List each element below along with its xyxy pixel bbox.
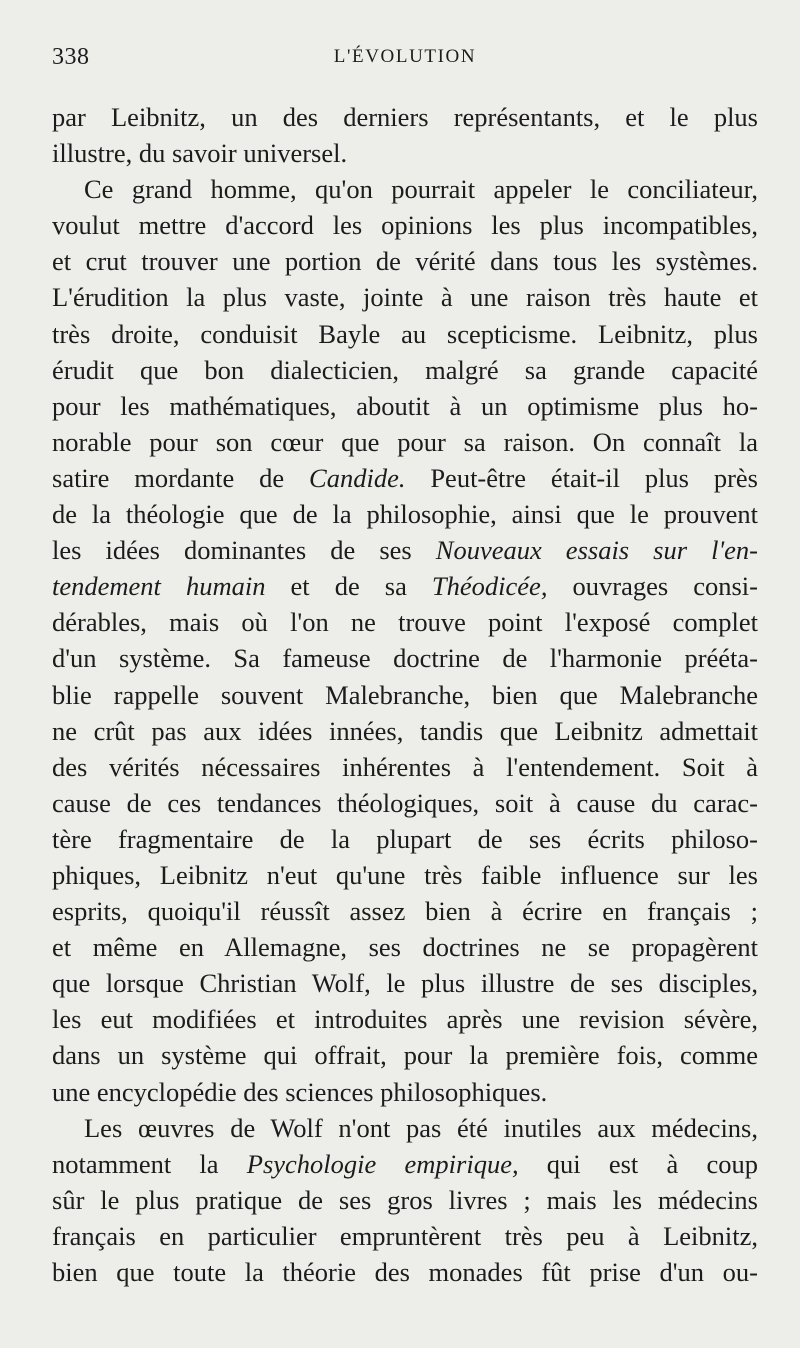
text-span: Ce grand homme, qu'on pourrait appeler le conciliateur, [84, 174, 758, 205]
italic-span: Théodicée, [431, 571, 548, 602]
text-line [52, 1218, 758, 1254]
text-span: très droite, conduisit Bayle au scepticisme. Leibnitz, plus [52, 318, 758, 349]
text-span: par Leibnitz, un des derniers représentants, et le plus [52, 102, 758, 132]
text-span: ne crût pas aux idées innées, tandis que Leibnitz admettait [52, 715, 758, 746]
text-span: esprits, quoiqu'il réussît assez bien à écrire en français ; [52, 896, 758, 927]
text-span: bien que toute la théorie des monades fût prise d'un ou- [52, 1257, 758, 1287]
text-span: français en particulier empruntèrent très peu à Leibnitz, [52, 1220, 758, 1251]
text-span: blie rappelle souvent Malebranche, bien que Malebranche [52, 679, 758, 710]
text-span: les idées dominantes de ses [52, 535, 436, 566]
text-span: érudit que bon dialecticien, malgré sa grande capacité [52, 354, 758, 385]
text-span: tère fragmentaire de la plupart de ses écrits philoso- [52, 823, 758, 854]
body-text [52, 99, 758, 1290]
text-span: qui est à coup [518, 1148, 758, 1179]
text-line [52, 99, 758, 135]
text-span: pour les mathématiques, aboutit à un optimisme plus ho- [52, 390, 758, 421]
text-span: dans un système qui offrait, pour la première fois, comme [52, 1040, 758, 1071]
page-number: 338 [52, 44, 90, 70]
text-line [52, 640, 758, 676]
text-span: norable pour son cœur que pour sa raison. On connaît la [52, 426, 758, 457]
text-line [52, 135, 758, 171]
text-line [52, 1254, 758, 1290]
text-line [52, 532, 758, 568]
text-span: d'un système. Sa fameuse doctrine de l'harmonie prééta- [52, 643, 758, 674]
text-line [52, 460, 758, 496]
text-line [52, 821, 758, 857]
text-span: cause de ces tendances théologiques, soit à cause du carac- [52, 787, 758, 818]
text-span: Les œuvres de Wolf n'ont pas été inutiles aux médecins, [84, 1112, 758, 1143]
text-span: et de sa [265, 571, 432, 602]
text-line [52, 279, 758, 315]
text-span: illustre, du savoir universel. [52, 138, 348, 169]
text-span: et crut trouver une portion de vérité dans tous les systèmes. [52, 246, 758, 277]
text-span: des vérités nécessaires inhérentes à l'entendement. Soit à [52, 751, 758, 782]
text-span: Peut-être était-il plus près [405, 462, 758, 493]
text-span: notamment la [52, 1148, 247, 1179]
page-header [52, 44, 758, 80]
text-line [52, 1074, 758, 1110]
text-line [52, 1001, 758, 1037]
text-line [52, 1146, 758, 1182]
text-line [52, 243, 758, 279]
text-line [52, 785, 758, 821]
text-span: ouvrages consi- [547, 571, 758, 602]
text-line [52, 316, 758, 352]
text-span: que lorsque Christian Wolf, le plus illustre de ses disciples, [52, 968, 758, 999]
text-span: phiques, Leibnitz n'eut qu'une très faible influence sur les [52, 859, 758, 890]
text-span: et même en Allemagne, ses doctrines ne se propagèrent [52, 932, 758, 963]
text-line [52, 929, 758, 965]
italic-span: Nouveaux essais sur l'en- [435, 535, 758, 566]
text-line [52, 1037, 758, 1073]
text-line [52, 713, 758, 749]
text-line [52, 1182, 758, 1218]
text-line [52, 388, 758, 424]
text-span: voulut mettre d'accord les opinions les plus incompatibles, [52, 210, 758, 241]
text-line [52, 207, 758, 243]
text-span: sûr le plus pratique de ses gros livres ; mais les médecins [52, 1184, 758, 1215]
italic-span: tendement humain [52, 571, 266, 602]
text-line [52, 749, 758, 785]
text-span: L'érudition la plus vaste, jointe à une raison très haute et [52, 282, 758, 313]
text-line [52, 171, 758, 207]
text-span: dérables, mais où l'on ne trouve point l'exposé complet [52, 607, 758, 638]
text-span: de la théologie que de la philosophie, ainsi que le prouvent [52, 499, 758, 530]
text-line [52, 857, 758, 893]
italic-span: Psychologie empirique, [246, 1148, 519, 1179]
text-line [52, 424, 758, 460]
text-line [52, 677, 758, 713]
text-span: une encyclopédie des sciences philosophiques. [52, 1076, 548, 1107]
text-line [52, 965, 758, 1001]
text-line [52, 568, 758, 604]
text-line [52, 1110, 758, 1146]
italic-span: Candide. [309, 462, 406, 493]
text-span: les eut modifiées et introduites après une revision sévère, [52, 1004, 758, 1035]
text-line [52, 496, 758, 532]
text-line [52, 893, 758, 929]
text-span: satire mordante de [52, 462, 310, 493]
running-title: L'ÉVOLUTION [333, 46, 477, 67]
text-line [52, 352, 758, 388]
text-line [52, 604, 758, 640]
